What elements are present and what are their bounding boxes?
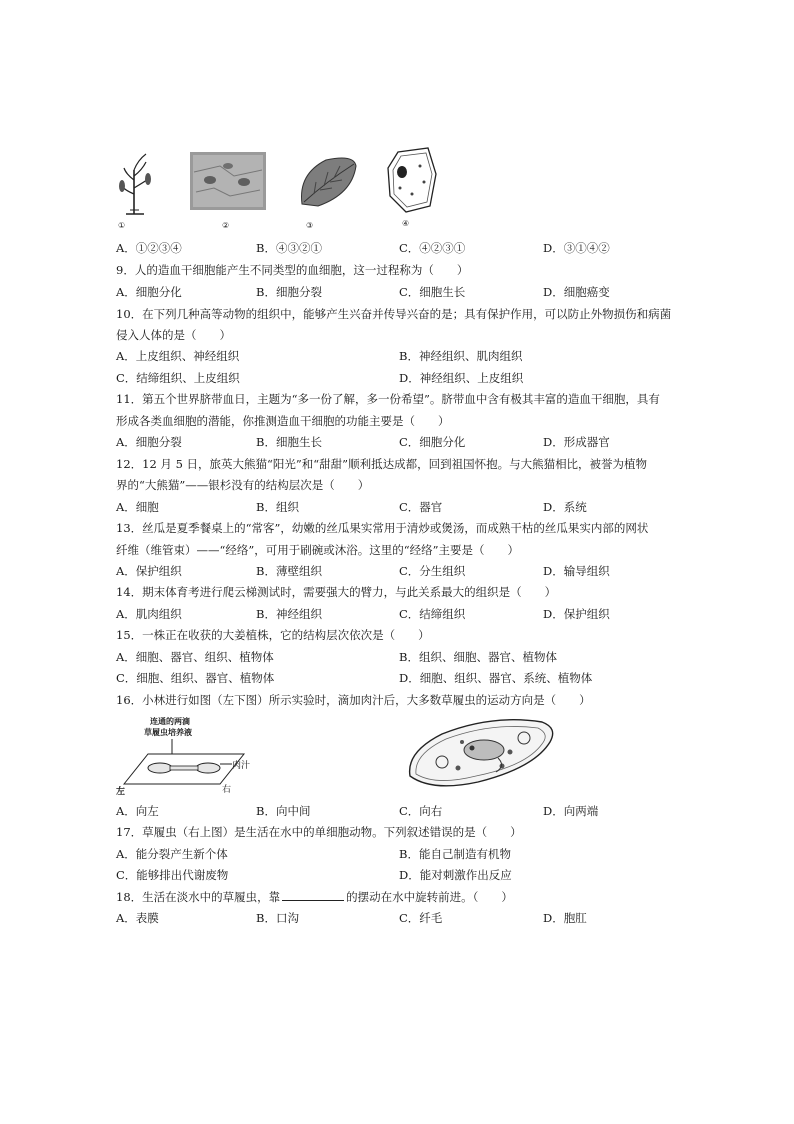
q16-stem: 16．小林进行如图（左下图）所示实验时，滴加肉汁后，大多数草履虫的运动方向是（ ） — [116, 693, 591, 707]
meat-juice-label: 肉汁 — [232, 761, 251, 771]
q17-stem: 17．草履虫（右上图）是生活在水中的单细胞动物。下列叙述错误的是（ ） — [116, 825, 522, 839]
q9-option-b: B．细胞分裂 — [256, 285, 322, 299]
q11-stem-line1: 11．第五个世界脐带血日，主题为“多一份了解，多一份希望”。脐带血中含有极其丰富的造血干细胞，具有 — [116, 392, 660, 406]
figure-paramecium — [402, 712, 558, 790]
q9-option-c: C．细胞生长 — [399, 285, 466, 299]
q10-option-b: B．神经组织、肌肉组织 — [399, 349, 523, 363]
q16-option-c: C．向右 — [399, 804, 443, 818]
figure-label-4: ④ — [402, 219, 410, 228]
q8-option-a: A．①②③④ — [116, 241, 182, 255]
q8-option-c: C．④②③① — [399, 241, 466, 255]
figure-label-3: ③ — [306, 221, 314, 230]
q12-stem-line2: 界的“大熊猫”——银杉没有的结构层次是（ ） — [116, 478, 370, 492]
q18-stem-part-a: 18．生活在淡水中的草履虫，靠 — [116, 890, 281, 904]
q10-option-d: D．神经组织、上皮组织 — [399, 371, 524, 385]
q15-option-d: D．细胞、组织、器官、系统、植物体 — [399, 671, 593, 685]
q12-option-b: B．组织 — [256, 500, 299, 514]
slide-drawing — [112, 712, 262, 796]
figure-label-1: ① — [118, 221, 126, 230]
left-label: 左 — [116, 787, 126, 797]
q14-stem: 14．期末体育考进行爬云梯测试时，需要强大的臂力，与此关系最大的组织是（ ） — [116, 585, 557, 599]
q10-stem-line2: 侵入人体的是（ ） — [116, 328, 231, 342]
q16-option-d: D．向两端 — [543, 804, 599, 818]
q17-option-c: C．能够排出代谢废物 — [116, 868, 229, 882]
figure-leaf — [296, 154, 360, 210]
q14-option-c: C．结缔组织 — [399, 607, 466, 621]
q9-option-d: D．细胞癌变 — [543, 285, 610, 299]
q11-option-b: B．细胞生长 — [256, 435, 322, 449]
q18-option-c: C．纤毛 — [399, 911, 443, 925]
q17-option-b: B．能自己制造有机物 — [399, 847, 511, 861]
q18-option-d: D．胞肛 — [543, 911, 587, 925]
figure-plant — [112, 150, 162, 218]
q18-stem-part-b: 的摆动在水中旋转前进。（ ） — [346, 890, 513, 904]
q11-option-c: C．细胞分化 — [399, 435, 466, 449]
paramecium-drawing — [402, 712, 558, 790]
q11-option-d: D．形成器官 — [543, 435, 610, 449]
right-label: 右 — [222, 785, 232, 795]
figure-cell — [384, 146, 440, 216]
figure-micrograph — [190, 152, 266, 210]
q12-option-a: A．细胞 — [116, 500, 159, 514]
q13-option-a: A．保护组织 — [116, 564, 182, 578]
q18-stem — [116, 889, 513, 905]
q12-option-d: D．系统 — [543, 500, 587, 514]
q12-option-c: C．器官 — [399, 500, 443, 514]
q15-option-b: B．组织、细胞、器官、植物体 — [399, 650, 557, 664]
q10-stem-line1: 10．在下列几种高等动物的组织中，能够产生兴奋并传导兴奋的是；具有保护作用，可以防止外物损伤和病菌 — [116, 307, 672, 321]
q10-option-c: C．结缔组织、上皮组织 — [116, 371, 240, 385]
answer-blank — [282, 889, 344, 901]
q13-stem-line1: 13．丝瓜是夏季餐桌上的“常客”，幼嫩的丝瓜果实常用于清炒或煲汤，而成熟干枯的丝瓜果实内部的网状 — [116, 521, 649, 535]
q16-option-a: A．向左 — [116, 804, 159, 818]
q18-option-a: A．表膜 — [116, 911, 159, 925]
experiment-caption-2: 草履虫培养液 — [144, 728, 192, 737]
micrograph-drawing — [190, 152, 266, 210]
q15-stem: 15．一株正在收获的大姜植株，它的结构层次依次是（ ） — [116, 628, 430, 642]
plant-drawing — [112, 150, 162, 218]
q17-option-a: A．能分裂产生新个体 — [116, 847, 228, 861]
q14-option-a: A．肌肉组织 — [116, 607, 182, 621]
cell-drawing — [384, 146, 440, 216]
q14-option-b: B．神经组织 — [256, 607, 322, 621]
q13-option-c: C．分生组织 — [399, 564, 466, 578]
q13-stem-line2: 纤维（维管束）——“经络”，可用于刷碗或沐浴。这里的“经络”主要是（ ） — [116, 543, 520, 557]
q15-option-a: A．细胞、器官、组织、植物体 — [116, 650, 274, 664]
q8-option-d: D．③①④② — [543, 241, 610, 255]
q18-option-b: B．口沟 — [256, 911, 299, 925]
experiment-caption-1: 连通的两滴 — [150, 717, 190, 726]
q17-option-d: D．能对刺激作出反应 — [399, 868, 512, 882]
q16-option-b: B．向中间 — [256, 804, 311, 818]
figure-label-2: ② — [222, 221, 230, 230]
q15-option-c: C．细胞、组织、器官、植物体 — [116, 671, 275, 685]
q13-option-b: B．薄壁组织 — [256, 564, 322, 578]
q9-stem: 9．人的造血干细胞能产生不同类型的血细胞，这一过程称为（ ） — [116, 263, 469, 277]
q11-option-a: A．细胞分裂 — [116, 435, 182, 449]
q14-option-d: D．保护组织 — [543, 607, 610, 621]
figure-experiment — [112, 712, 262, 796]
q12-stem-line1: 12．12 月 5 日，旅英大熊猫“阳光”和“甜甜”顺利抵达成都，回到祖国怀抱。与大熊猫相比，被誉为植物 — [116, 457, 648, 471]
q9-option-a: A．细胞分化 — [116, 285, 182, 299]
q13-option-d: D．输导组织 — [543, 564, 610, 578]
q8-option-b: B．④③②① — [256, 241, 322, 255]
leaf-drawing — [296, 154, 360, 210]
q11-stem-line2: 形成各类血细胞的潜能，你推测造血干细胞的功能主要是（ ） — [116, 414, 450, 428]
q10-option-a: A．上皮组织、神经组织 — [116, 349, 240, 363]
